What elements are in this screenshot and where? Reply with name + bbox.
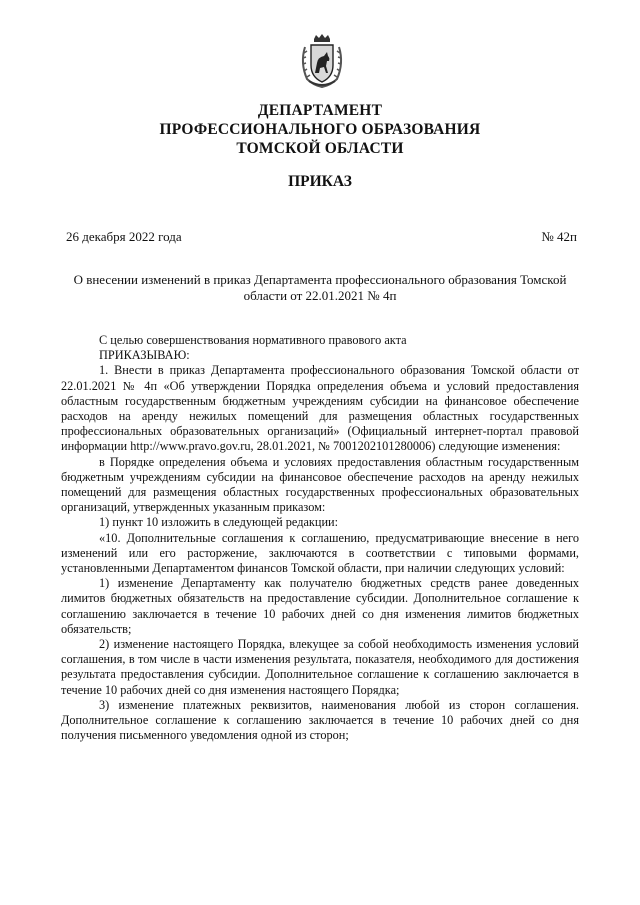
document-type-title: ПРИКАЗ xyxy=(288,173,352,190)
order-body xyxy=(61,333,579,743)
body-paragraph-clause-10: «10. Дополнительные соглашения к соглашению, предусматривающие внесение в него изменений или его расторжение, заключаются в соответствии с типовыми формами, установленными Департаментом финансов Томской области, при наличии следующих условий: xyxy=(61,530,579,576)
order-number: № 42п xyxy=(541,229,577,244)
body-paragraph-item-1: 1. Внести в приказ Департамента профессионального образования Томской области от 22.01.2021 № 4п «Об утверждении Порядка определения объема и условий предоставления областным государственным бюджетным учреждениям субсидии на финансовое обеспечение расходов на аренду нежилых помещений для размещения областных государственных профессиональных образовательных организаций» (Официальный интернет-портал правовой информации http://www.pravo.gov.ru, 28.01.2021, № 7001202101280006) следующие изменения: xyxy=(61,363,579,454)
body-paragraph-order-word: ПРИКАЗЫВАЮ: xyxy=(99,348,190,363)
order-date: 26 декабря 2022 года xyxy=(66,229,182,244)
body-paragraph-condition-1: 1) изменение Департаменту как получателю бюджетных средств ранее доведенных лимитов бюджетных обязательств на предоставление субсидии. Дополнительное соглашение к соглашению заключается в течение 10 рабочих дней со дня изменения лимитов бюджетных обязательств; xyxy=(61,576,579,636)
tomsk-coat-of-arms-icon xyxy=(297,33,347,89)
department-name-line-1: ДЕПАРТАМЕНТ xyxy=(257,102,383,119)
order-subject: О внесении изменений в приказ Департамента профессионального образования Томской области от 22.01.2021 № 4п xyxy=(73,272,567,303)
body-paragraph-sub-1: 1) пункт 10 изложить в следующей редакции: xyxy=(99,515,339,530)
department-name-line-3: ТОМСКОЙ ОБЛАСТИ xyxy=(236,140,404,157)
body-paragraph-procedure: в Порядке определения объема и условиях предоставления областным государственным бюджетным учреждениям субсидии на финансовое обеспечение расходов на аренду нежилых помещений для размещения областных государственных профессиональных образовательных организаций, утвержденных указанным приказом: xyxy=(61,454,579,515)
body-paragraph-purpose: С целью совершенствования нормативного правового акта xyxy=(99,333,407,347)
body-paragraph-condition-3: 3) изменение платежных реквизитов, наименования любой из сторон соглашения. Дополнительное соглашение к соглашению заключается в течение 10 рабочих дней со дня получения письменного уведомления одной из сторон; xyxy=(61,697,579,743)
department-name-line-2: ПРОФЕССИОНАЛЬНОГО ОБРАЗОВАНИЯ xyxy=(159,121,481,138)
body-paragraph-condition-2: 2) изменение настоящего Порядка, влекущее за собой необходимость изменения условий соглашения, в том числе в части изменения результата, показателя, необходимого для достижения результата предоставления субсидии. Дополнительное соглашение к соглашению заключается в течение 10 рабочих дней со дня изменения настоящего Порядка; xyxy=(61,637,579,697)
